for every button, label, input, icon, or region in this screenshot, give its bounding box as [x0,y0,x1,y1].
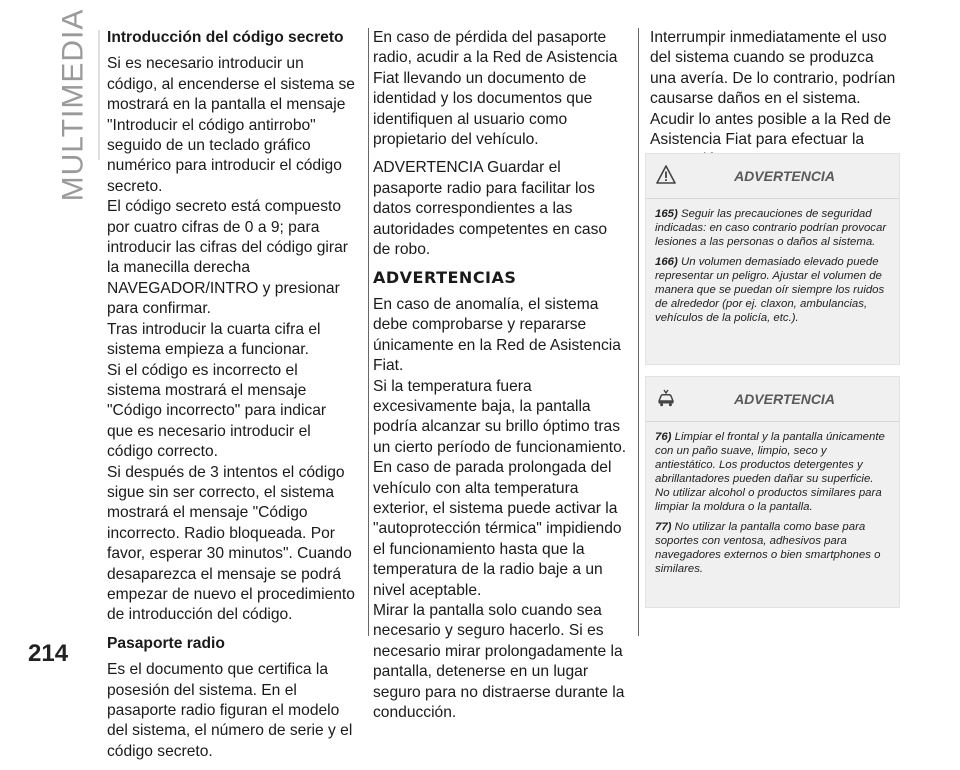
column-2 [373,28,628,731]
warning-box [645,153,900,365]
paragraph: En caso de pérdida del pasaporte radio, acudir a la Red de Asistencia Fiat llevando un documento de identidad y los documentos que identifiquen al usuario como propietario del vehículo. [373,29,618,149]
paragraph: Interrumpir inmediatamente el uso del sistema cuando se produzca una avería. De lo contrario, podrían causarse daños en el sistema. Acudir lo antes posible a la Red de Asistencia Fiat para efectuar la [650,29,896,149]
paragraph: Si es necesario introducir un código, al encenderse el sistema se mostrará en la pantalla el mensaje "Introducir el código antirrobo" seguido de un teclado gráfico numérico para introducir el código secreto. [107,55,355,195]
warning-item [655,520,890,576]
warning-box-body [646,422,899,591]
warning-item [655,255,890,325]
warning-item-number: 166) [655,256,678,268]
heading-radio-passport: Pasaporte radio [107,634,225,652]
warning-item-number: 77) [655,521,672,533]
warning-box-header [646,154,899,199]
paragraph: Si el código es incorrecto el sistema mostrará el mensaje "Código incorrecto" para indicar que es necesario introducir el código correcto. [107,361,327,461]
paragraph: En caso de parada prolongada del vehículo con alta temperatura exterior, el sistema puede activar la "autoprotección térmica" impidiendo el funcionamiento hasta que la temperatura de la radio baje a un nivel aceptable. [373,459,622,599]
warning-box-header [646,377,899,422]
paragraph: ADVERTENCIA Guardar el pasaporte radio para facilitar los datos correspondientes a las autoridades competentes en caso de robo. [373,159,608,259]
section-label [56,8,90,202]
warning-item-number: 165) [655,208,678,220]
warning-item-text: No utilizar la pantalla como base para soportes con ventosa, adhesivos para navegadores externos o bien smartphones o similares. [655,521,881,575]
warning-box-title: ADVERTENCIA [734,391,835,407]
sidebar-divider [98,30,100,160]
column-1 [107,28,355,770]
warning-item-text: Limpiar el frontal y la pantalla únicamente con un paño suave, limpio, seco y antiestático. Los productos detergentes y abrillantadores pueden dañar su superficie. No utilizar alcohol o productos similares para limpiar la moldura o la pantalla. [655,431,885,513]
warning-box-title: ADVERTENCIA [734,168,835,184]
page-number: 214 [28,640,69,667]
warning-item [655,207,890,249]
paragraph: Si después de 3 intentos el código sigue sin ser correcto, el sistema mostrará el mensaje "Código incorrecto. Radio bloqueada. Por favor, esperar 30 minutos". Cuando desaparezca el mensaje se podrá empezar de nuevo el procedimiento de introducción del código. [107,463,355,624]
paragraph: Tras introducir la cuarta cifra el sistema empieza a funcionar. [107,320,321,359]
heading-secret-code: Introducción del código secreto [107,29,344,46]
warning-item-number: 76) [655,431,672,443]
warning-triangle-icon [656,165,676,185]
paragraph: Es el documento que certifica la posesión del sistema. En el pasaporte radio figuran el modelo del sistema, el número de serie y el código secreto. [107,661,353,760]
paragraph: El código secreto está compuesto por cuatro cifras de 0 a 9; para introducir las cifras del código girar la manecilla derecha NAVEGADOR/INTRO y presionar para confirmar. [107,198,348,318]
car-damage-icon [656,388,676,408]
paragraph: Si la temperatura fuera excesivamente baja, la pantalla podría alcanzar su brillo óptimo tras un cierto período de funcionamiento. [373,377,627,456]
paragraph: Mirar la pantalla solo cuando sea necesario y seguro hacerlo. Si es necesario mirar prolongadamente la pantalla, detenerse en un lugar seguro para no distraerse durante la conducción. [373,601,625,721]
warning-item [655,430,890,514]
column-separator [638,28,639,636]
column-separator [368,28,369,636]
warning-item-text: Un volumen demasiado elevado puede representar un peligro. Ajustar el volumen de manera que se puedan oír siempre los ruidos de alrededor (por ej. claxon, ambulancias, vehículos de la policía, etc.). [655,256,885,324]
warning-box [645,376,900,608]
paragraph: En caso de anomalía, el sistema debe comprobarse y repararse únicamente en la Red de Asistencia Fiat. [373,295,621,375]
section-label-text: MULTIMEDIA [56,8,90,202]
warning-item-text: Seguir las precauciones de seguridad indicadas: en caso contrario podrían provocar lesiones a las personas o daños al sistema. [655,208,887,248]
warning-box-body [646,199,899,340]
heading-warnings: ADVERTENCIAS [373,268,517,288]
